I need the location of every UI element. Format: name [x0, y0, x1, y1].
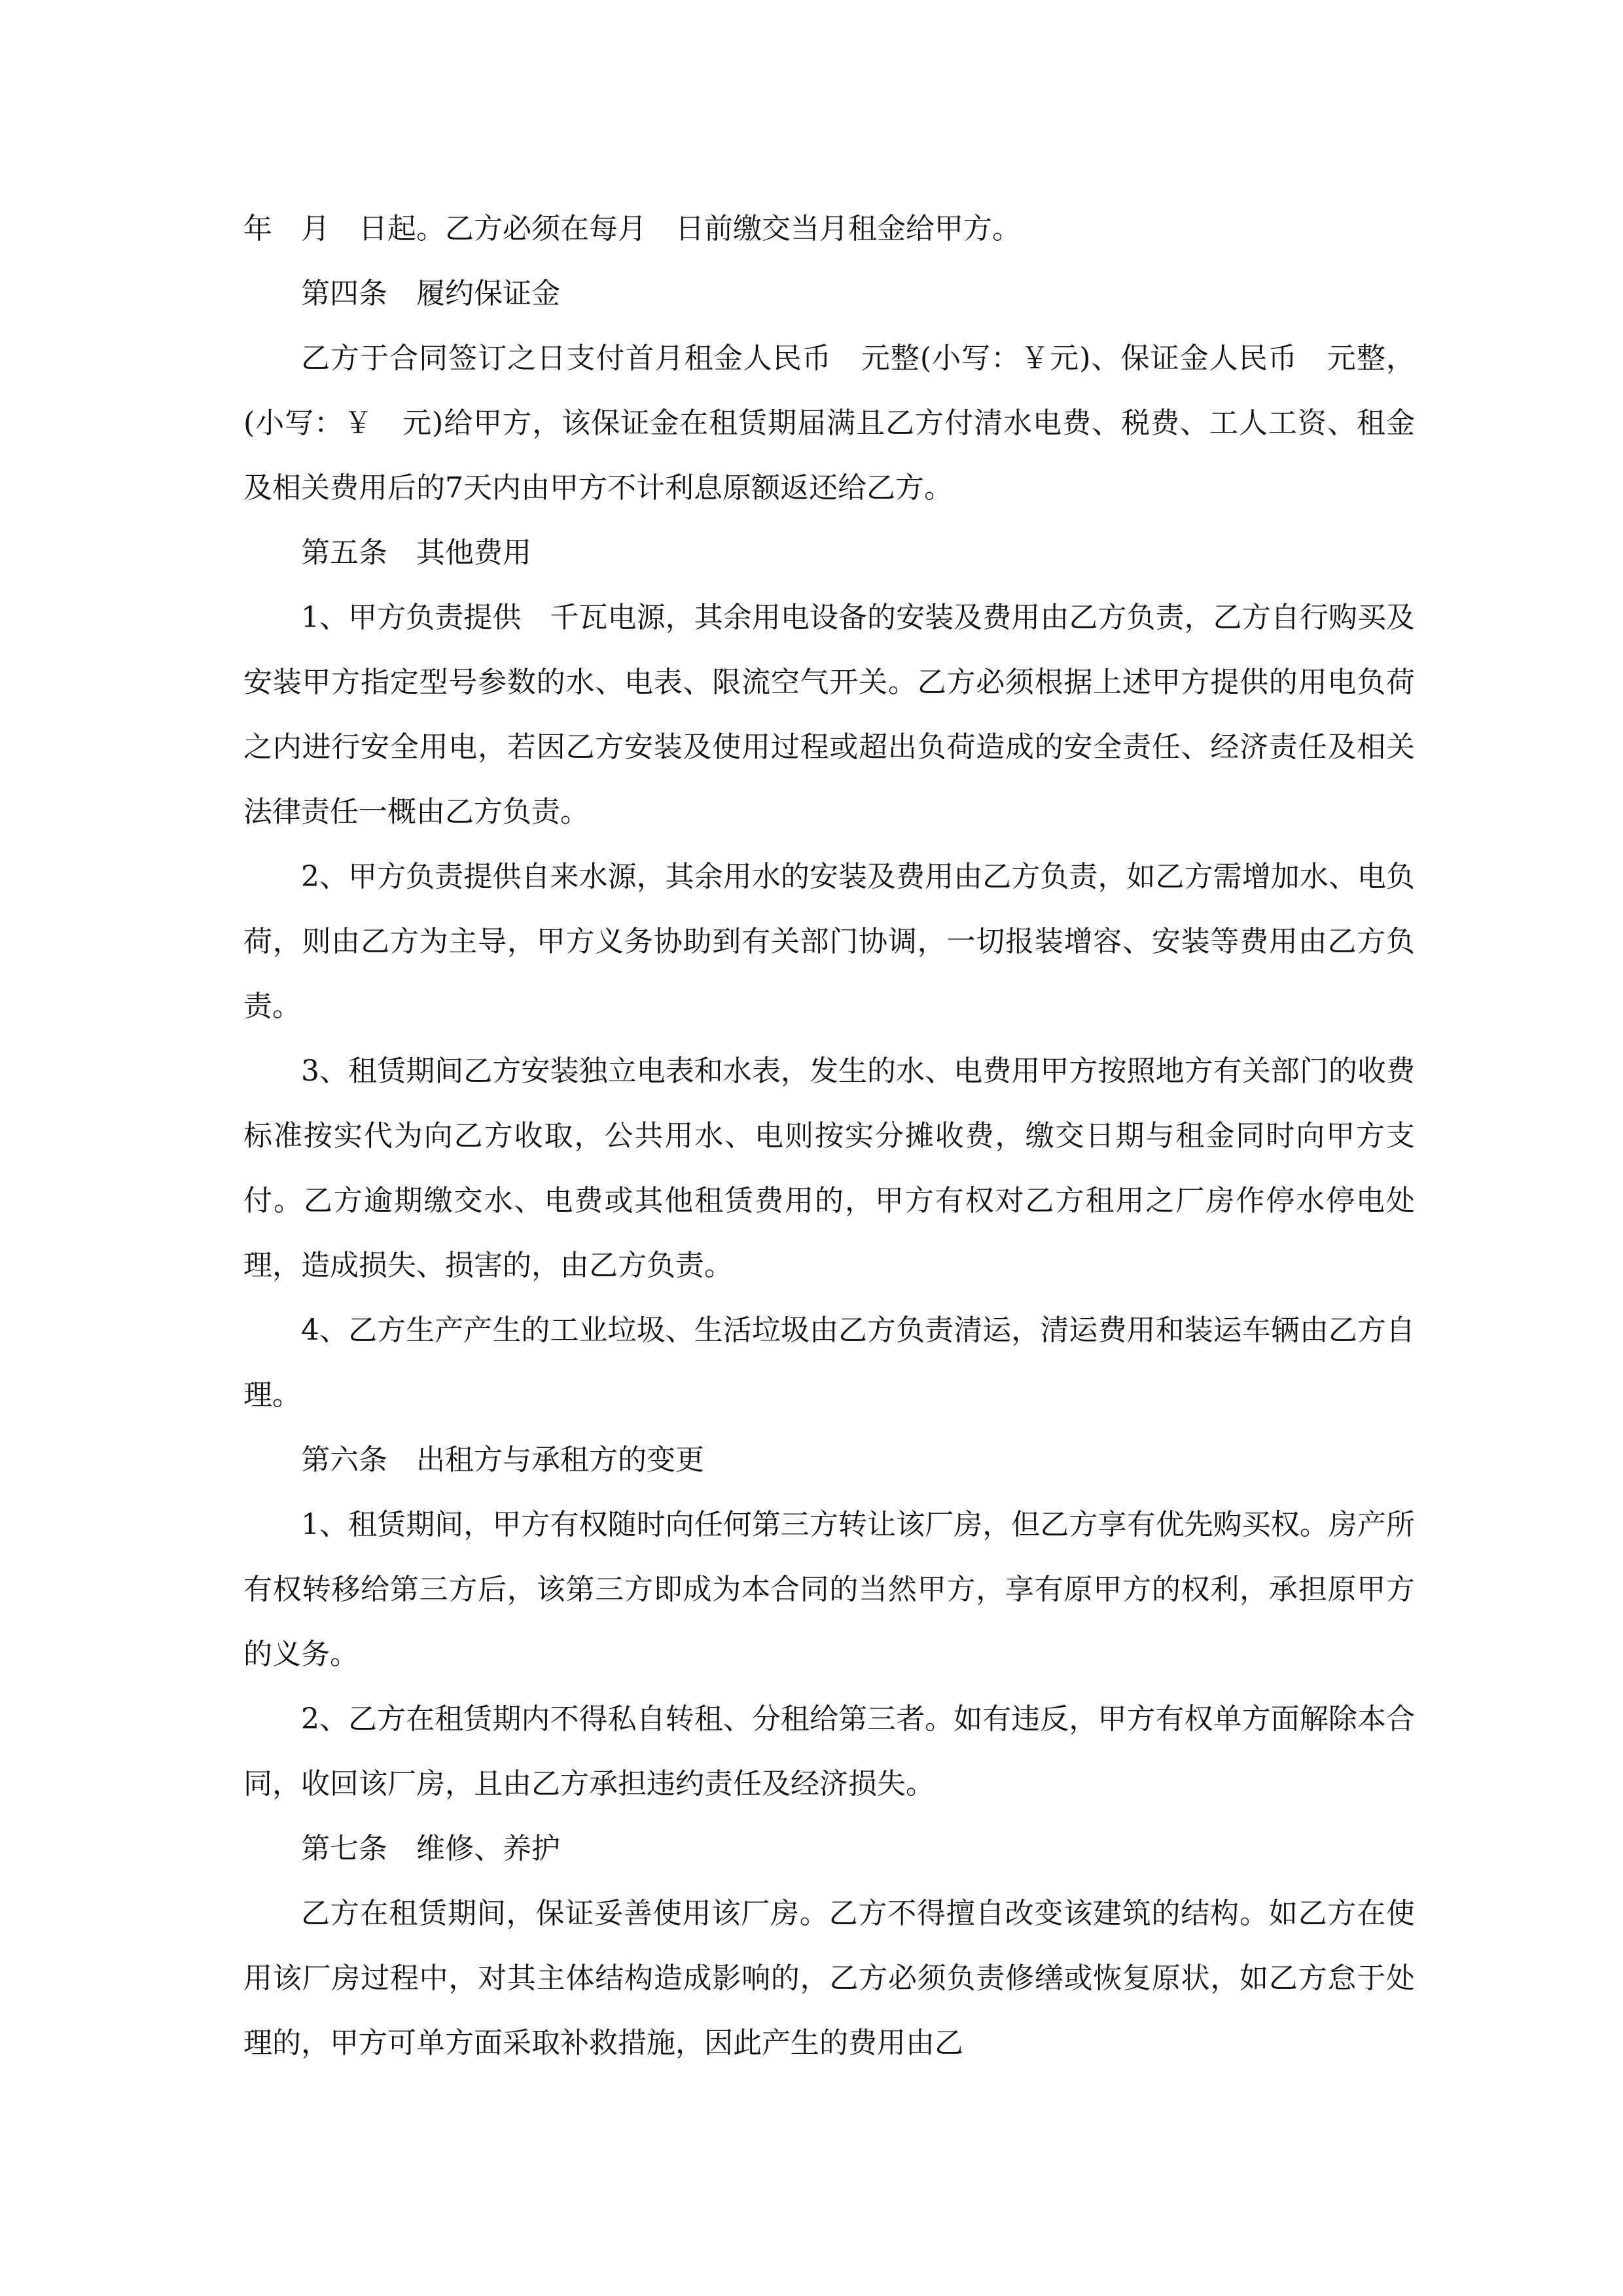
article-4-body: 乙方于合同签订之日支付首月租金人民币 元整(小写：￥元)、保证金人民币 元整，(小写：￥ 元)给甲方，该保证金在租赁期届满且乙方付清水电费、税费、工人工资、租金及相关费用后的7天内由甲方不计利息原额返还给乙方。 [243, 342, 1415, 505]
article-5-item-4: 4、乙方生产产生的工业垃圾、生活垃圾由乙方负责清运，清运费用和装运车辆由乙方自理。 [243, 1314, 1415, 1412]
article-6-item-2: 2、乙方在租赁期内不得私自转租、分租给第三者。如有违反，甲方有权单方面解除本合同，收回该厂房，且由乙方承担违约责任及经济损失。 [243, 1702, 1415, 1801]
article-6-item-1: 1、租赁期间，甲方有权随时向任何第三方转让该厂房，但乙方享有优先购买权。房产所有权转移给第三方后，该第三方即成为本合同的当然甲方，享有原甲方的权利，承担原甲方的义务。 [243, 1508, 1415, 1671]
contract-text [243, 196, 1415, 2075]
article-5-item-2: 2、甲方负责提供自来水源，其余用水的安装及费用由乙方负责，如乙方需增加水、电负荷，则由乙方为主导，甲方义务协助到有关部门协调，一切报装增容、安装等费用由乙方负责。 [243, 860, 1415, 1023]
article-5-heading: 第五条 其他费用 [301, 536, 531, 569]
paragraph-continuation: 年 月 日起。乙方必须在每月 日前缴交当月租金给甲方。 [243, 212, 1021, 245]
article-7-heading: 第七条 维修、养护 [301, 1832, 560, 1865]
article-4-heading: 第四条 履约保证金 [301, 277, 560, 310]
article-5-item-3: 3、租赁期间乙方安装独立电表和水表，发生的水、电费用甲方按照地方有关部门的收费标准按实代为向乙方收取，公共用水、电则按实分摊收费，缴交日期与租金同时向甲方支付。乙方逾期缴交水、电费或其他租赁费用的，甲方有权对乙方租用之厂房作停水停电处理，造成损失、损害的，由乙方负责。 [243, 1054, 1415, 1282]
article-5-item-1: 1、甲方负责提供 千瓦电源，其余用电设备的安装及费用由乙方负责，乙方自行购买及安装甲方指定型号参数的水、电表、限流空气开关。乙方必须根据上述甲方提供的用电负荷之内进行安全用电，若因乙方安装及使用过程或超出负荷造成的安全责任、经济责任及相关法律责任一概由乙方负责。 [243, 601, 1415, 829]
article-6-heading: 第六条 出租方与承租方的变更 [301, 1443, 704, 1477]
article-7-body: 乙方在租赁期间，保证妥善使用该厂房。乙方不得擅自改变该建筑的结构。如乙方在使用该厂房过程中，对其主体结构造成影响的，乙方必须负责修缮或恢复原状，如乙方怠于处理的，甲方可单方面采取补救措施，因此产生的费用由乙 [243, 1897, 1415, 2060]
